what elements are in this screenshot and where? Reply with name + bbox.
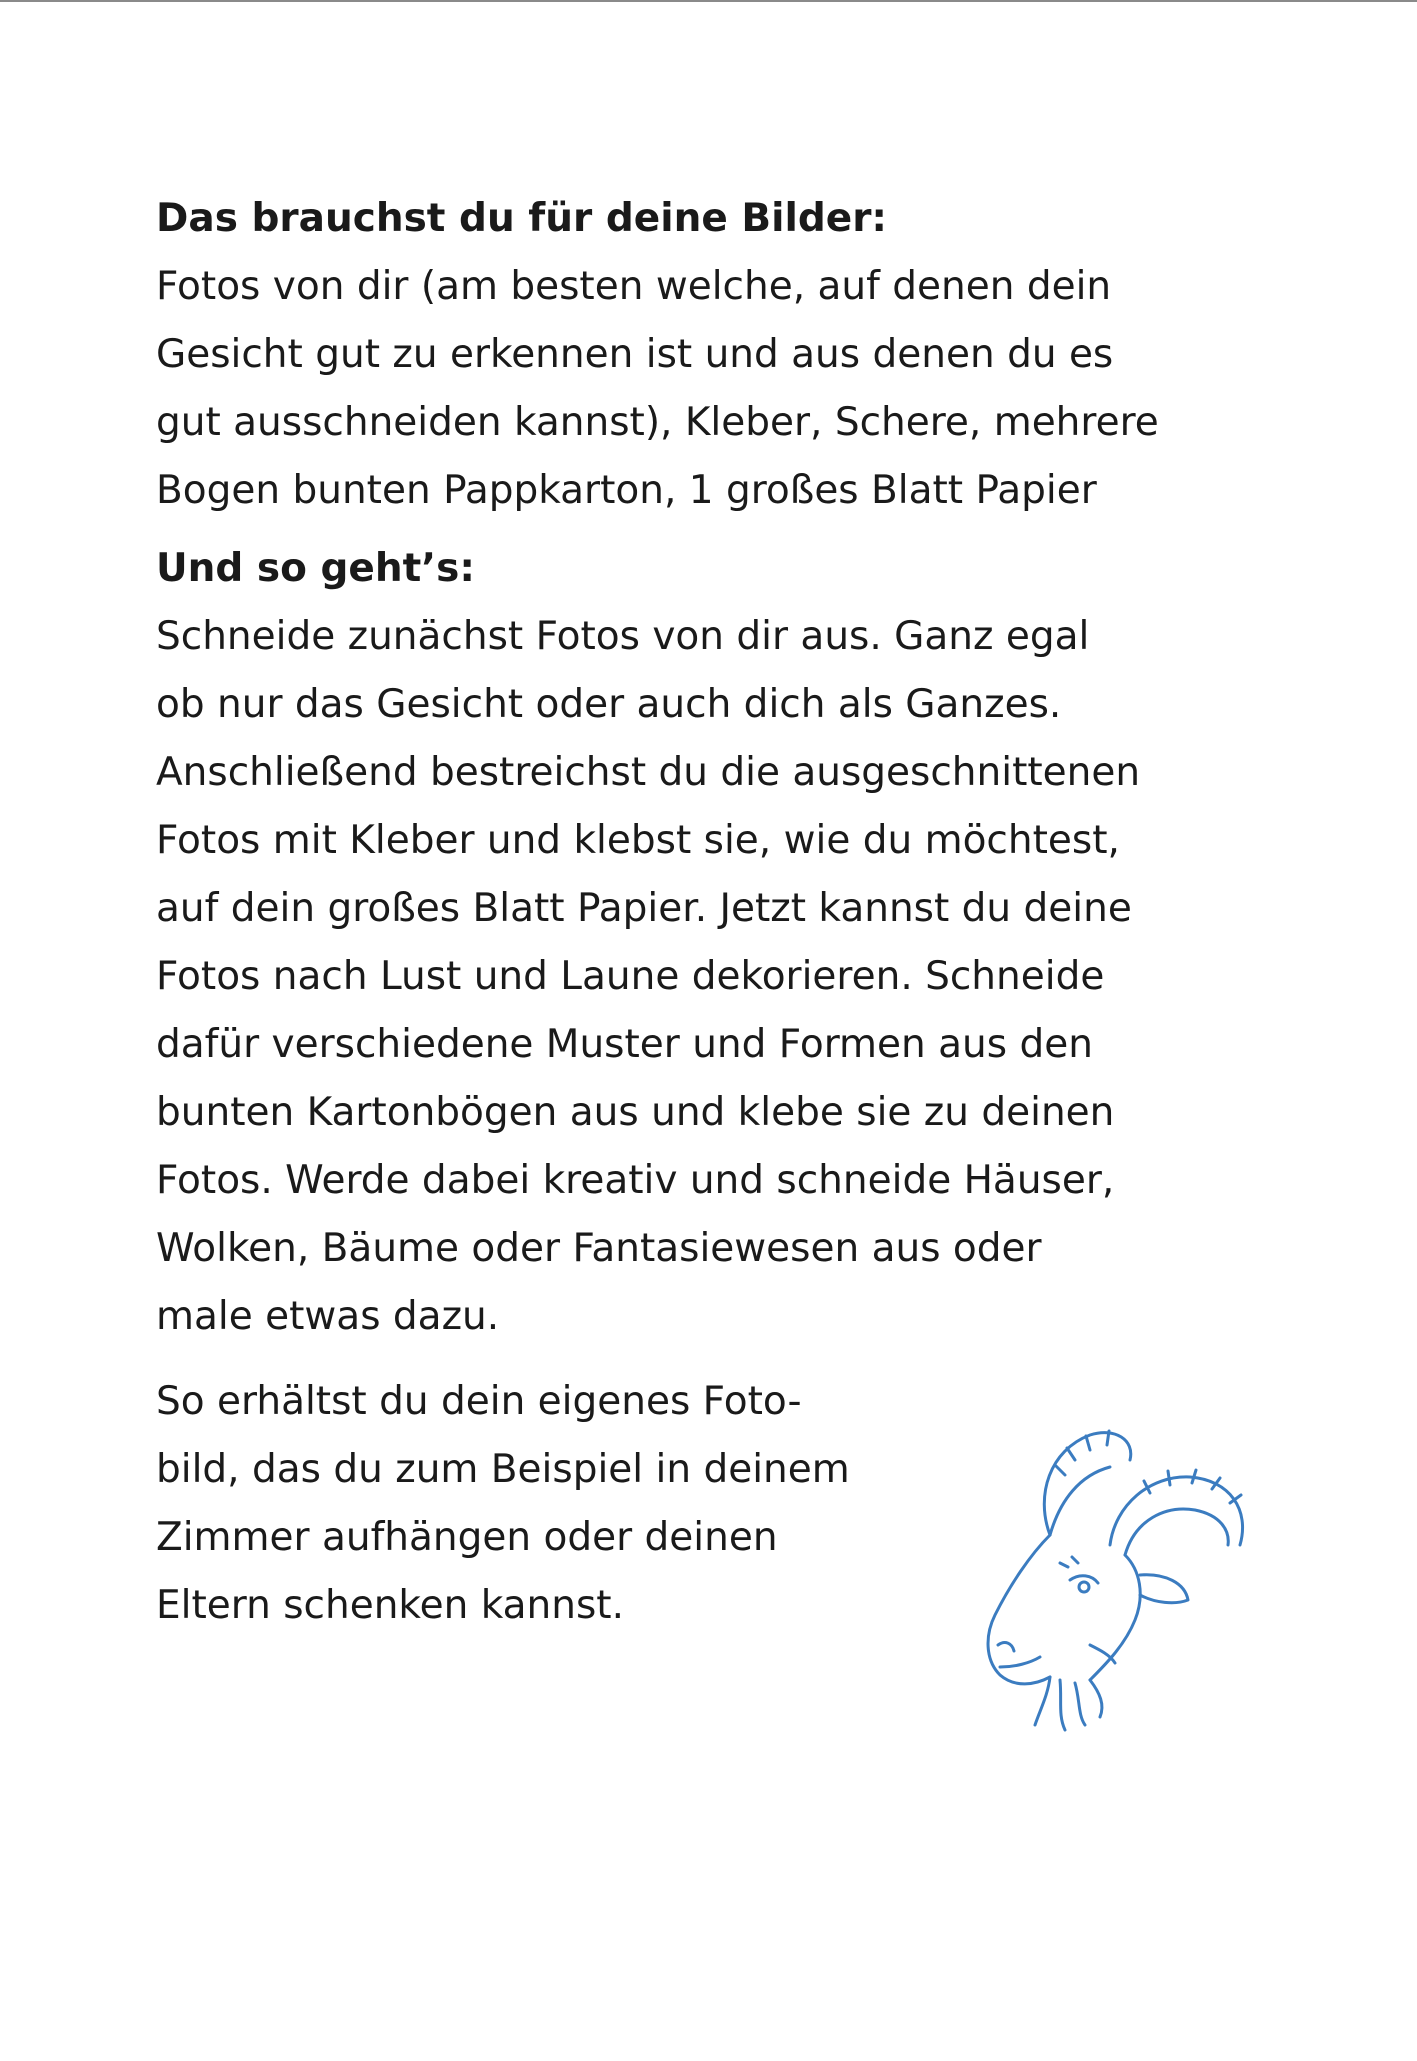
materials-line: gut ausschneiden kannst), Kleber, Schere, mehrere xyxy=(156,400,1159,445)
materials-heading: Das brauchst du für deine Bilder: xyxy=(156,196,888,241)
instructions-line: Fotos. Werde dabei kreativ und schneide Häuser, xyxy=(156,1158,1115,1203)
closing-line: bild, das du zum Beispiel in deinem xyxy=(156,1447,850,1492)
goat-head-icon xyxy=(940,1405,1285,1750)
instructions-line: Schneide zunächst Fotos von dir aus. Ganz egal xyxy=(156,614,1090,659)
materials-section xyxy=(156,185,1266,525)
materials-line: Bogen bunten Pappkarton, 1 großes Blatt Papier xyxy=(156,468,1097,513)
instructions-line: ob nur das Gesicht oder auch dich als Ganzes. xyxy=(156,682,1062,727)
instructions-line: bunten Kartonbögen aus und klebe sie zu deinen xyxy=(156,1090,1115,1135)
instructions-section xyxy=(156,535,1266,1351)
instructions-line: Wolken, Bäume oder Fantasiewesen aus oder xyxy=(156,1226,1042,1271)
instructions-heading: Und so geht’s: xyxy=(156,546,475,591)
materials-line: Gesicht gut zu erkennen ist und aus denen du es xyxy=(156,332,1114,377)
closing-line: Zimmer aufhängen oder deinen xyxy=(156,1515,778,1560)
instructions-line: auf dein großes Blatt Papier. Jetzt kannst du deine xyxy=(156,886,1132,931)
closing-line: So erhältst du dein eigenes Foto- xyxy=(156,1379,802,1424)
top-border-line xyxy=(0,0,1417,2)
materials-line: Fotos von dir (am besten welche, auf denen dein xyxy=(156,264,1112,309)
instructions-line: dafür verschiedene Muster und Formen aus den xyxy=(156,1022,1093,1067)
instructions-line: Fotos mit Kleber und klebst sie, wie du möchtest, xyxy=(156,818,1120,863)
instructions-line: male etwas dazu. xyxy=(156,1294,500,1339)
instructions-line: Anschließend bestreichst du die ausgeschnittenen xyxy=(156,750,1141,795)
instructions-line: Fotos nach Lust und Laune dekorieren. Schneide xyxy=(156,954,1105,999)
closing-line: Eltern schenken kannst. xyxy=(156,1583,624,1628)
